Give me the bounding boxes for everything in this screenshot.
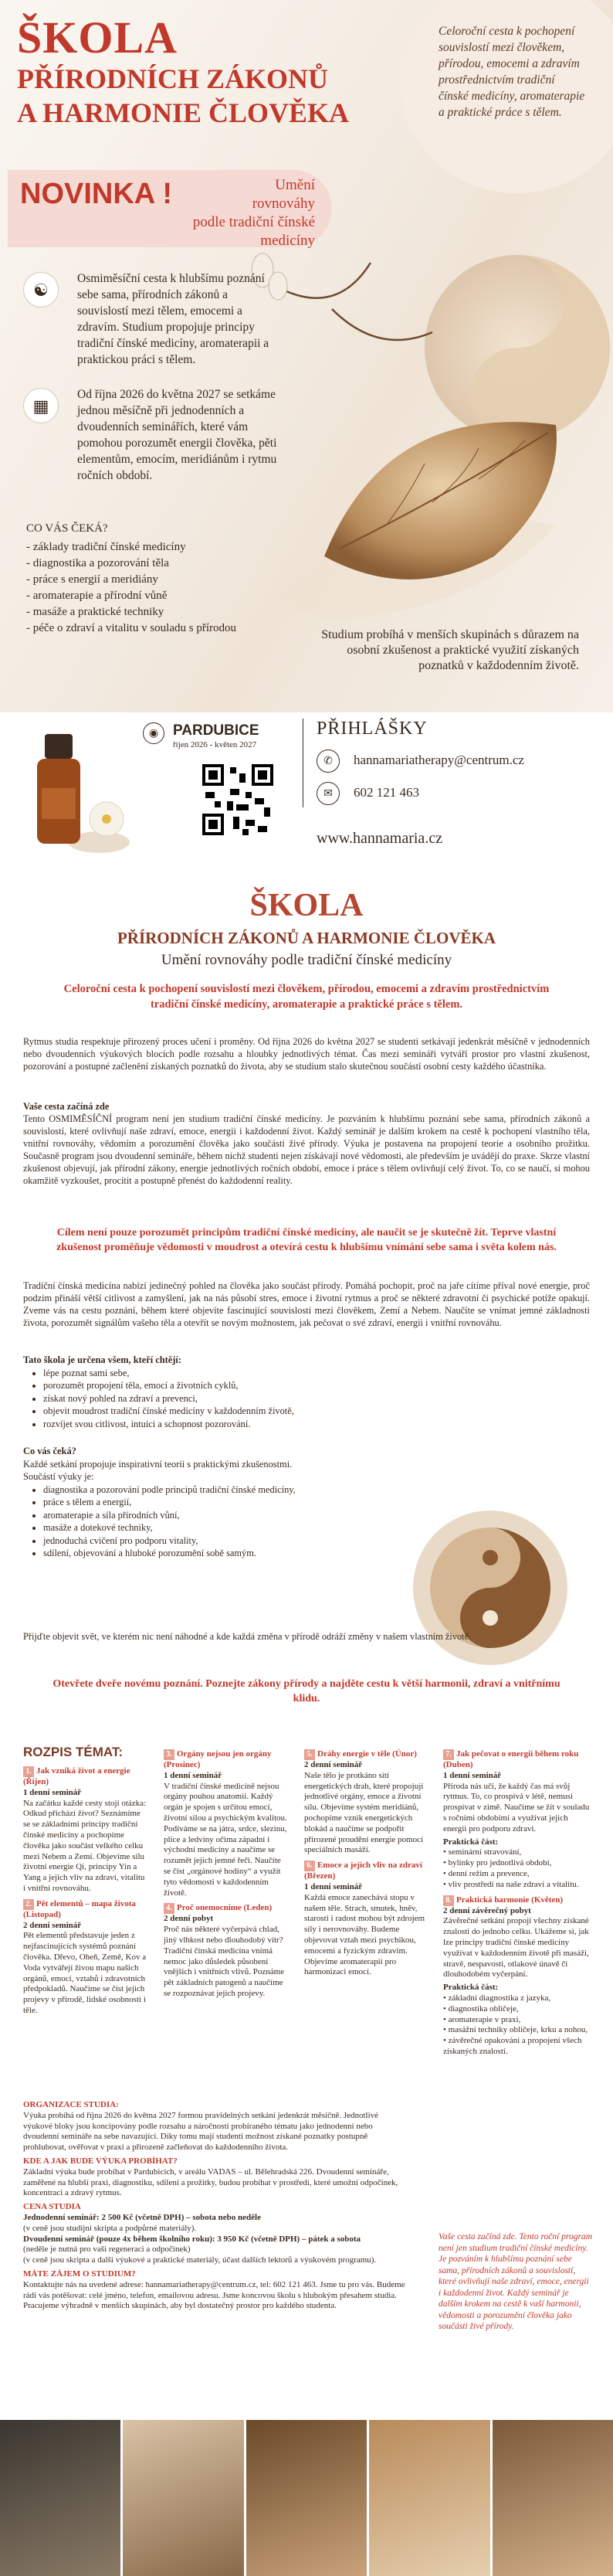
curriculum-sub: Součástí výuky je: bbox=[23, 1471, 94, 1482]
closing-note: Vaše cesta začíná zde. Tento roční program není jen studium tradiční čínské medicíny. Je pozváním k hlubšímu poznání sebe sama, přírodních zákonů a souvislostí, které ovlivňují naše zdraví, emoce, energii i každodenní život. Každý seminář je dalším krokem na cestě k vaší harmonii, vědomosti a porozumění člověka jako součásti živé přírody. bbox=[439, 2232, 593, 2331]
price-single-note: (v ceně jsou studijní skripta a podpůrné materiály). bbox=[23, 2223, 197, 2233]
topic-item bbox=[304, 1749, 428, 1856]
organization-heading: ORGANIZACE STUDIA: bbox=[23, 2100, 119, 2109]
topic-duration: 1 denní seminář bbox=[443, 1770, 502, 1780]
leaf-illustration bbox=[232, 232, 613, 634]
hero-title-line3: A HARMONIE ČLOVĚKA bbox=[17, 97, 350, 128]
curriculum-item: • práce s tělem a energií, bbox=[43, 1496, 394, 1509]
contact-heading: MÁTE ZÁJEM O STUDIUM? bbox=[23, 2268, 136, 2279]
audience-item: • porozumět propojení těla, emocí a životních cyklů, bbox=[43, 1379, 394, 1392]
topic-number: 3. bbox=[164, 1749, 174, 1760]
price-double-note2: (v ceně jsou skripta a další výukové a praktické materiály, účast dalších lektorů a výukovém programu). bbox=[23, 2255, 377, 2265]
article-para2-text: Tento OSMIMĚSÍČNÍ program není jen studium tradiční čínské medicíny. Je pozváním k hlubšímu poznání sebe sama, přírodních zákonů a souvislostí, které ovlivňují naše zdraví, emoce, energii i každodenní život. Každý seminář je dalším krokem na cestě k pochopení vlastního těla, vnitřní rovnováhy, vědomím a porozumění člověka jako součásti živé přírody. Výuka je postavena na propojení teorie a osobního prožitku. Současně program jsou dvoudenní semináře, během nichž studenti nejen získávají nové vědomosti, ale především je uvádějí do praxe. Skrze vlastní zkušenost objevují, jak přírodní zákony, energie jednotlivých ročních období, emoce i práce s tělem ovlivňují celý život. To, co se naučí, si mohou okamžitě vyzkoušet, procítit a postupně přenést do každodenní reality. bbox=[23, 1113, 590, 1186]
phone-number[interactable]: 602 121 463 bbox=[354, 785, 419, 800]
article-highlight1: Cílem není pouze porozumět principům tradiční čínské medicíny, ale naučit se je skutečně žít. Teprve vlastní zkušenost proměňuje vědomosti v moudrost a otevírá cestu k hlubšímu vnímání sebe sama i světa kolem nás. bbox=[56, 1227, 557, 1253]
place-heading: KDE A JAK BUDE VÝUKA PROBÍHAT? bbox=[23, 2156, 178, 2166]
topic-text: Závěrečné setkání propojí všechny získané znalosti do jednoho celku. Ukážeme si, jak lze principy tradiční čínské medicíny využívat v každodenním životě při masáži, stravě, nespavosti, otlakové únavě či dlouhodobém vyčerpání. bbox=[443, 1916, 589, 1980]
audience-list bbox=[23, 1367, 394, 1431]
meditation-photo bbox=[0, 2420, 123, 2576]
topic-text: Proč nás některé vyčerpává chlad, jiný vlhkost nebo dlouhodobý vítr? Tradiční čínská medicína vnímá nemoc jako důsledek působení vnějších i vnitřních vlivů. Poznáme pět základních patogenů a naučíme se rozpoznávat jejich projevy. bbox=[164, 1925, 285, 1998]
topic-text: Na začátku každé cesty stojí otázka: Odkud přichází život? Seznámíme se se základními principy tradiční čínské medicíny a pochopíme člověka jako součást velkého celku mezi Nebem a Zemí. Objevíme sílu životní energie Qi, principy Yin a Yang a jejich vliv na zdraví, vitalitu i vnitřní rovnováhu. bbox=[23, 1798, 147, 1893]
cvas-item: - masáže a praktické techniky bbox=[26, 606, 164, 618]
cvas-list bbox=[26, 539, 242, 637]
article-para2 bbox=[23, 1100, 590, 1187]
practical-item: • základní diagnostika z jazyka, bbox=[443, 1993, 591, 2004]
contact-text: Kontaktujte nás na uvedené adrese: hannamariatherapy@centrum.cz, tel: 602 121 463. Jsme tu pro vás. Budeme rádi vás potěšovat: celé jméno, telefon, emailovou adresu. Jsme koncovou školu s hlubokým přesahem studia. Pracujeme výhradně v menších skupinách, aby byl dostatečný prostor pro každého studenta. bbox=[23, 2279, 405, 2311]
article-para1: Rytmus studia respektuje přirozený proces učení i proměny. Od října 2026 do května 2027 se studenti setkávají jedenkrát měsíčně v jednodenních nebo dvoudenních výukových blocích podle rozsahu a hloubky jednotlivých témat. Čas mezi semináři vytváří prostor pro vlastní zkušenost, pozorování a postupné začlenění získaných poznatků do života, aby se studium stalo skutečnou součástí osobní cesty každého účastníka. bbox=[23, 1036, 590, 1072]
topic-title: Jak pečovat o energii během roku (Duben) bbox=[443, 1749, 579, 1769]
topic-duration: 1 denní seminář bbox=[304, 1881, 363, 1891]
calendar-icon: ▦ bbox=[23, 388, 59, 423]
yin-yang-icon: ☯ bbox=[23, 272, 59, 308]
topics-col2 bbox=[164, 1749, 289, 2004]
feature-schedule bbox=[23, 386, 278, 484]
topic-text: Každá emoce zanechává stopu v našem těle. Strach, smutek, hněv, starosti i radost mohou být zdrojem síly i nerovnováhy. Budeme objevovat vztah mezi psychikou, emocemi a fyzickým zdravím. Objevíme aromaterapii pro harmonizaci emocí. bbox=[304, 1892, 425, 1977]
organization-text: Výuka probíhá od října 2026 do května 2027 formou pravidelných setkání jedenkrát měsíčně. Jednotlivé výukové bloky jsou koncipovány podle rozsahu a náročnosti probíraného tématu jako jednodenní nebo dvoudenní semináře na sebe navazující. Díky tomu mají studenti možnost získané poznatky postupně prohlubovat, ověřovat v praxi a přirozeně začleňovat do každodenního života. bbox=[23, 2110, 379, 2153]
yin-yang-mandala-image bbox=[401, 1507, 579, 1669]
article-para3: Tradiční čínská medicína nabízí jedinečný pohled na člověka jako součást přírody. Pomáhá pochopit, proč na jaře cítíme příval nové energie, proč podzim přináší větší citlivost a zamyšlení, jak na nás působí stres, emoce i životní rytmus a proč se některé zdravotní či psychické potíže opakují. Zveme vás na cestu poznání, během které objevíte fascinující souvislosti mezi člověkem, Zemí a Nebem. Naučíte se vnímat jemné základnosti života, porozumět signálům vašeho těla a otevřít se novým možnostem, jak pečovat o své zdraví, energii i vnitřní rovnováhu. bbox=[23, 1280, 590, 1328]
curriculum-intro: Každé setkání propojuje inspirativní teorii s praktickými zkušenostmi. bbox=[23, 1458, 293, 1470]
hero-title-line1: ŠKOLA bbox=[17, 12, 178, 63]
topic-number: 8. bbox=[443, 1895, 454, 1906]
article-lead: Celoroční cesta k pochopení souvislostí mezi člověkem, přírodou, emocemi a zdravím prostřednictvím tradiční čínské medicíny, aromaterapie a praktické práce s tělem. bbox=[63, 983, 550, 1011]
curriculum-item: • diagnostika a pozorování podle principů tradiční čínské medicíny, bbox=[43, 1483, 394, 1497]
audience-item: • lépe poznat sami sebe, bbox=[43, 1367, 394, 1380]
qr-code[interactable] bbox=[199, 761, 276, 838]
practical-list bbox=[443, 1847, 591, 1890]
audience-block bbox=[23, 1354, 394, 1430]
cvas-item: - aromaterapie a přírodní vůně bbox=[26, 590, 168, 602]
novinka-subtitle bbox=[161, 176, 315, 250]
novinka-sub-line2: rovnováhy bbox=[252, 195, 315, 212]
herbs-photo bbox=[246, 2420, 369, 2576]
topic-title: Dráhy energie v těle (Únor) bbox=[317, 1749, 417, 1759]
cvas-item: - péče o zdraví a vitalitu v souladu s přírodou bbox=[26, 622, 237, 634]
practical-item: • masážní techniky obličeje, krku a nohou, bbox=[443, 2025, 591, 2036]
topic-text: V tradiční čínské medicíně nejsou orgány pouhou anatomií. Každý orgán je spojen s určitou emocí, životní silou a psychickým kvalitou. Podíváme se na játra, srdce, slezinu, plíce a ledviny očima západní i východní medicíny a naučíme se rozumět jejich jemné řeči. Naučíte se číst „orgánové hodiny“ a využít tyto vědomosti v každodenním životě. bbox=[164, 1781, 287, 1898]
topic-duration: 1 denní seminář bbox=[23, 1787, 82, 1797]
topics-col1 bbox=[23, 1766, 148, 2021]
audience-item: • rozvíjet svou citlivost, intuici a schopnost pozorování. bbox=[43, 1418, 394, 1431]
practical-item: • denní režim a prevence, bbox=[443, 1869, 591, 1880]
audience-heading: Tato škola je určena všem, kteří chtějí: bbox=[23, 1354, 181, 1365]
article-para4: Přijďte objevit svět, ve kterém nic není náhodné a kde každá změna v přírodě odráží změny v našem vlastním životě. bbox=[23, 1631, 472, 1642]
topic-title: Praktická harmonie (Květen) bbox=[456, 1895, 564, 1905]
topic-title: Proč onemocníme (Leden) bbox=[177, 1903, 273, 1913]
practical-list bbox=[443, 1993, 591, 2058]
phone-icon: ✆ bbox=[317, 749, 340, 773]
cvas-item: - základy tradiční čínské medicíny bbox=[26, 541, 186, 553]
topic-number: 1. bbox=[23, 1766, 34, 1777]
topic-number: 6. bbox=[304, 1861, 315, 1871]
hero-quote: Celoroční cesta k pochopení souvislostí mezi člověkem, přírodou, emocemi a zdravím prostřednictvím tradiční čínské medicíny, aromaterapie a praktické práce s tělem. bbox=[401, 0, 613, 193]
price-heading: CENA STUDIA bbox=[23, 2202, 81, 2212]
topic-text: Naše tělo je protkáno sítí energetických drah, které propojují jednotlivé orgány, emoce a životní sílu. Objevíme systém meridiánů, pochopíme vznik energetických blokád a naučíme se podpořit přirozené proudění energie pomocí speciálních masáží. bbox=[304, 1770, 424, 1855]
article-title: ŠKOLA bbox=[249, 888, 364, 923]
topic-item bbox=[443, 1749, 591, 1891]
studium-note: Studium probíhá v menších skupinách s důrazem na osobní zkušenost a praktické využití získaných poznatků v každodenním životě. bbox=[321, 628, 579, 672]
course-dates: říjen 2026 - květen 2027 bbox=[173, 740, 257, 749]
article-highlight2: Otevřete dveře novému poznání. Poznejte zákony přírody a najděte cestu k větší harmonii, zdraví a vnitřnímu klidu. bbox=[52, 1678, 561, 1704]
hero-title bbox=[17, 14, 380, 130]
cvas-item: - diagnostika a pozorování těla bbox=[26, 557, 169, 569]
practical-heading: Praktická část: bbox=[443, 1837, 499, 1847]
topic-text: Příroda nás učí, že každý čas má svůj rytmus. To, co prospívá v létě, nemusí prospívat v zimě. Naučíme se žít v souladu s ročními obdobími a využívat jejich energii pro podporu zdraví. bbox=[443, 1781, 590, 1833]
practical-item: • bylinky pro jednotlivá období, bbox=[443, 1858, 591, 1869]
article-para2-heading: Vaše cesta začíná zde bbox=[23, 1101, 110, 1112]
topics-col4 bbox=[443, 1749, 591, 2062]
practical-item: • diagnostika obličeje, bbox=[443, 2004, 591, 2015]
topic-duration: 2 denní seminář bbox=[23, 1920, 82, 1930]
novinka-label: NOVINKA ! bbox=[20, 178, 173, 210]
topic-number: 2. bbox=[23, 1899, 34, 1910]
curriculum-item: • aromaterapie a síla přírodních vůní, bbox=[43, 1509, 394, 1522]
price-single: Jednodenní seminář: 2 500 Kč (včetně DPH) – sobota nebo neděle bbox=[23, 2212, 261, 2222]
practical-item: • aromaterapie v praxi, bbox=[443, 2015, 591, 2026]
email-link[interactable]: hannamariatherapy@centrum.cz bbox=[354, 753, 524, 767]
feature-duration bbox=[23, 270, 278, 368]
novinka-banner bbox=[8, 170, 332, 247]
curriculum-item: • masáže a dotekové techniky, bbox=[43, 1521, 394, 1534]
price-double-note1: (neděle je nutná pro vaši regeneraci a odpočinek) bbox=[23, 2245, 191, 2255]
cvas-item: - práce s energií a meridiány bbox=[26, 573, 158, 586]
topic-title: Orgány nejsou jen orgány (Prosinec) bbox=[164, 1749, 272, 1769]
topic-item bbox=[23, 1899, 148, 2017]
novinka-sub-line3: podle tradiční čínské medicíny bbox=[192, 214, 315, 249]
topic-duration: 2 denní seminář bbox=[304, 1760, 363, 1769]
feature-schedule-text: Od října 2026 do května 2027 se setkáme jednou měsíčně při jednodenních a dvoudenních seminářích, které vám pomohou porozumět energii člověka, pěti elementům, emocím, meridiánům i rytmu ročních období. bbox=[77, 388, 277, 482]
topic-item bbox=[23, 1766, 148, 1895]
oil-bottle-image bbox=[14, 726, 130, 858]
curriculum-heading: Co vás čeká? bbox=[23, 1446, 76, 1456]
topic-text: Pět elementů představuje jeden z nejfascinujících systémů poznání člověka. Dřevo, Oheň, Země, Kov a Voda vytvářejí živou mapu našich orgánů, emocí, vztahů i zdravotních předpokladů. Naučíme se číst jejich projevy v přírodě, lidské osobnosti i těle. bbox=[23, 1931, 147, 2015]
topic-item bbox=[304, 1861, 428, 1978]
practical-item: • závěrečné opakování a propojení všech získaných znalostí. bbox=[443, 2036, 591, 2058]
hero-title-line2: PŘÍRODNÍCH ZÁKONŮ bbox=[17, 63, 329, 94]
needles-photo bbox=[369, 2420, 492, 2576]
registration-heading: PŘIHLÁŠKY bbox=[317, 719, 428, 739]
topic-title: Jak vzniká život a energie (Řijen) bbox=[23, 1766, 130, 1786]
practical-heading: Praktická část: bbox=[443, 1983, 499, 1993]
topic-duration: 2 denní závěrečný pobyt bbox=[443, 1905, 531, 1915]
curriculum-list bbox=[23, 1483, 394, 1560]
article-subtitle: PŘÍRODNÍCH ZÁKONŮ A HARMONIE ČLOVĚKA bbox=[117, 929, 496, 947]
audience-item: • objevit moudrost tradiční čínské medicíny v každodenním životě, bbox=[43, 1405, 394, 1418]
website-link[interactable]: www.hannamaria.cz bbox=[317, 830, 443, 847]
topics-heading: ROZPIS TÉMAT: bbox=[23, 1745, 124, 1759]
place-text: Základní výuka bude probíhat v Pardubicích, v areálu VADAS – ul. Bělehradská 226. Dvoudenní semináře, zaměřené na hlubší praxi, diagnostiku, sdílení a prožitky, budou probíhat v prostředí, které umožní odpočinek, koncentraci a zdravý rytmus. bbox=[23, 2166, 398, 2198]
mail-icon: ✉ bbox=[317, 782, 340, 805]
topic-number: 7. bbox=[443, 1749, 454, 1760]
novinka-sub-line1: Umění bbox=[275, 177, 315, 193]
topic-title: Pět elementů – mapa života (Listopad) bbox=[23, 1898, 136, 1919]
curriculum-block bbox=[23, 1445, 394, 1560]
cvas-heading: CO VÁS ČEKÁ? bbox=[26, 522, 108, 535]
location-pin-icon: ◉ bbox=[143, 722, 164, 744]
massage-photo bbox=[123, 2420, 246, 2576]
audience-item: • získat nový pohled na zdraví a prevenci, bbox=[43, 1392, 394, 1405]
topic-item bbox=[443, 1895, 591, 2058]
price-double: Dvoudenní seminář (pouze 4x během školního roku): 3 950 Kč (včetně DPH) – pátek a sobota bbox=[23, 2234, 361, 2244]
topic-number: 5. bbox=[304, 1749, 315, 1760]
organization-block bbox=[23, 2100, 409, 2312]
topic-item bbox=[164, 1749, 289, 1898]
hero-section bbox=[0, 0, 613, 742]
practical-item: • vliv prostředí na naše zdraví a vitalitu. bbox=[443, 1880, 591, 1891]
topic-number: 4. bbox=[164, 1903, 174, 1914]
topic-duration: 1 denní seminář bbox=[164, 1770, 222, 1780]
photo-strip bbox=[0, 2420, 613, 2576]
city-name: PARDUBICE bbox=[173, 722, 259, 739]
curriculum-item: • sdílení, objevování a hluboké porozumění sobě samým. bbox=[43, 1547, 394, 1560]
topic-title: Emoce a jejich vliv na zdraví (Březen) bbox=[304, 1861, 422, 1881]
candle-photo bbox=[493, 2420, 613, 2576]
feature-duration-text: Osmiměsíční cesta k hlubšímu poznání sebe sama, přírodních zákonů a souvislostí mezi tělem, emocemi a zdravím. Studium propojuje principy tradiční čínské medicíny, aromaterapii a praktickou práci s tělem. bbox=[77, 272, 269, 366]
curriculum-item: • jednoduchá cvičení pro podporu vitality, bbox=[43, 1534, 394, 1548]
topic-duration: 2 denní pobyt bbox=[164, 1914, 214, 1924]
topics-col3 bbox=[304, 1749, 428, 1983]
topic-item bbox=[164, 1903, 289, 1999]
article-tagline: Umění rovnováhy podle tradiční čínské medicíny bbox=[161, 952, 452, 968]
practical-item: • seminární stravování, bbox=[443, 1847, 591, 1858]
